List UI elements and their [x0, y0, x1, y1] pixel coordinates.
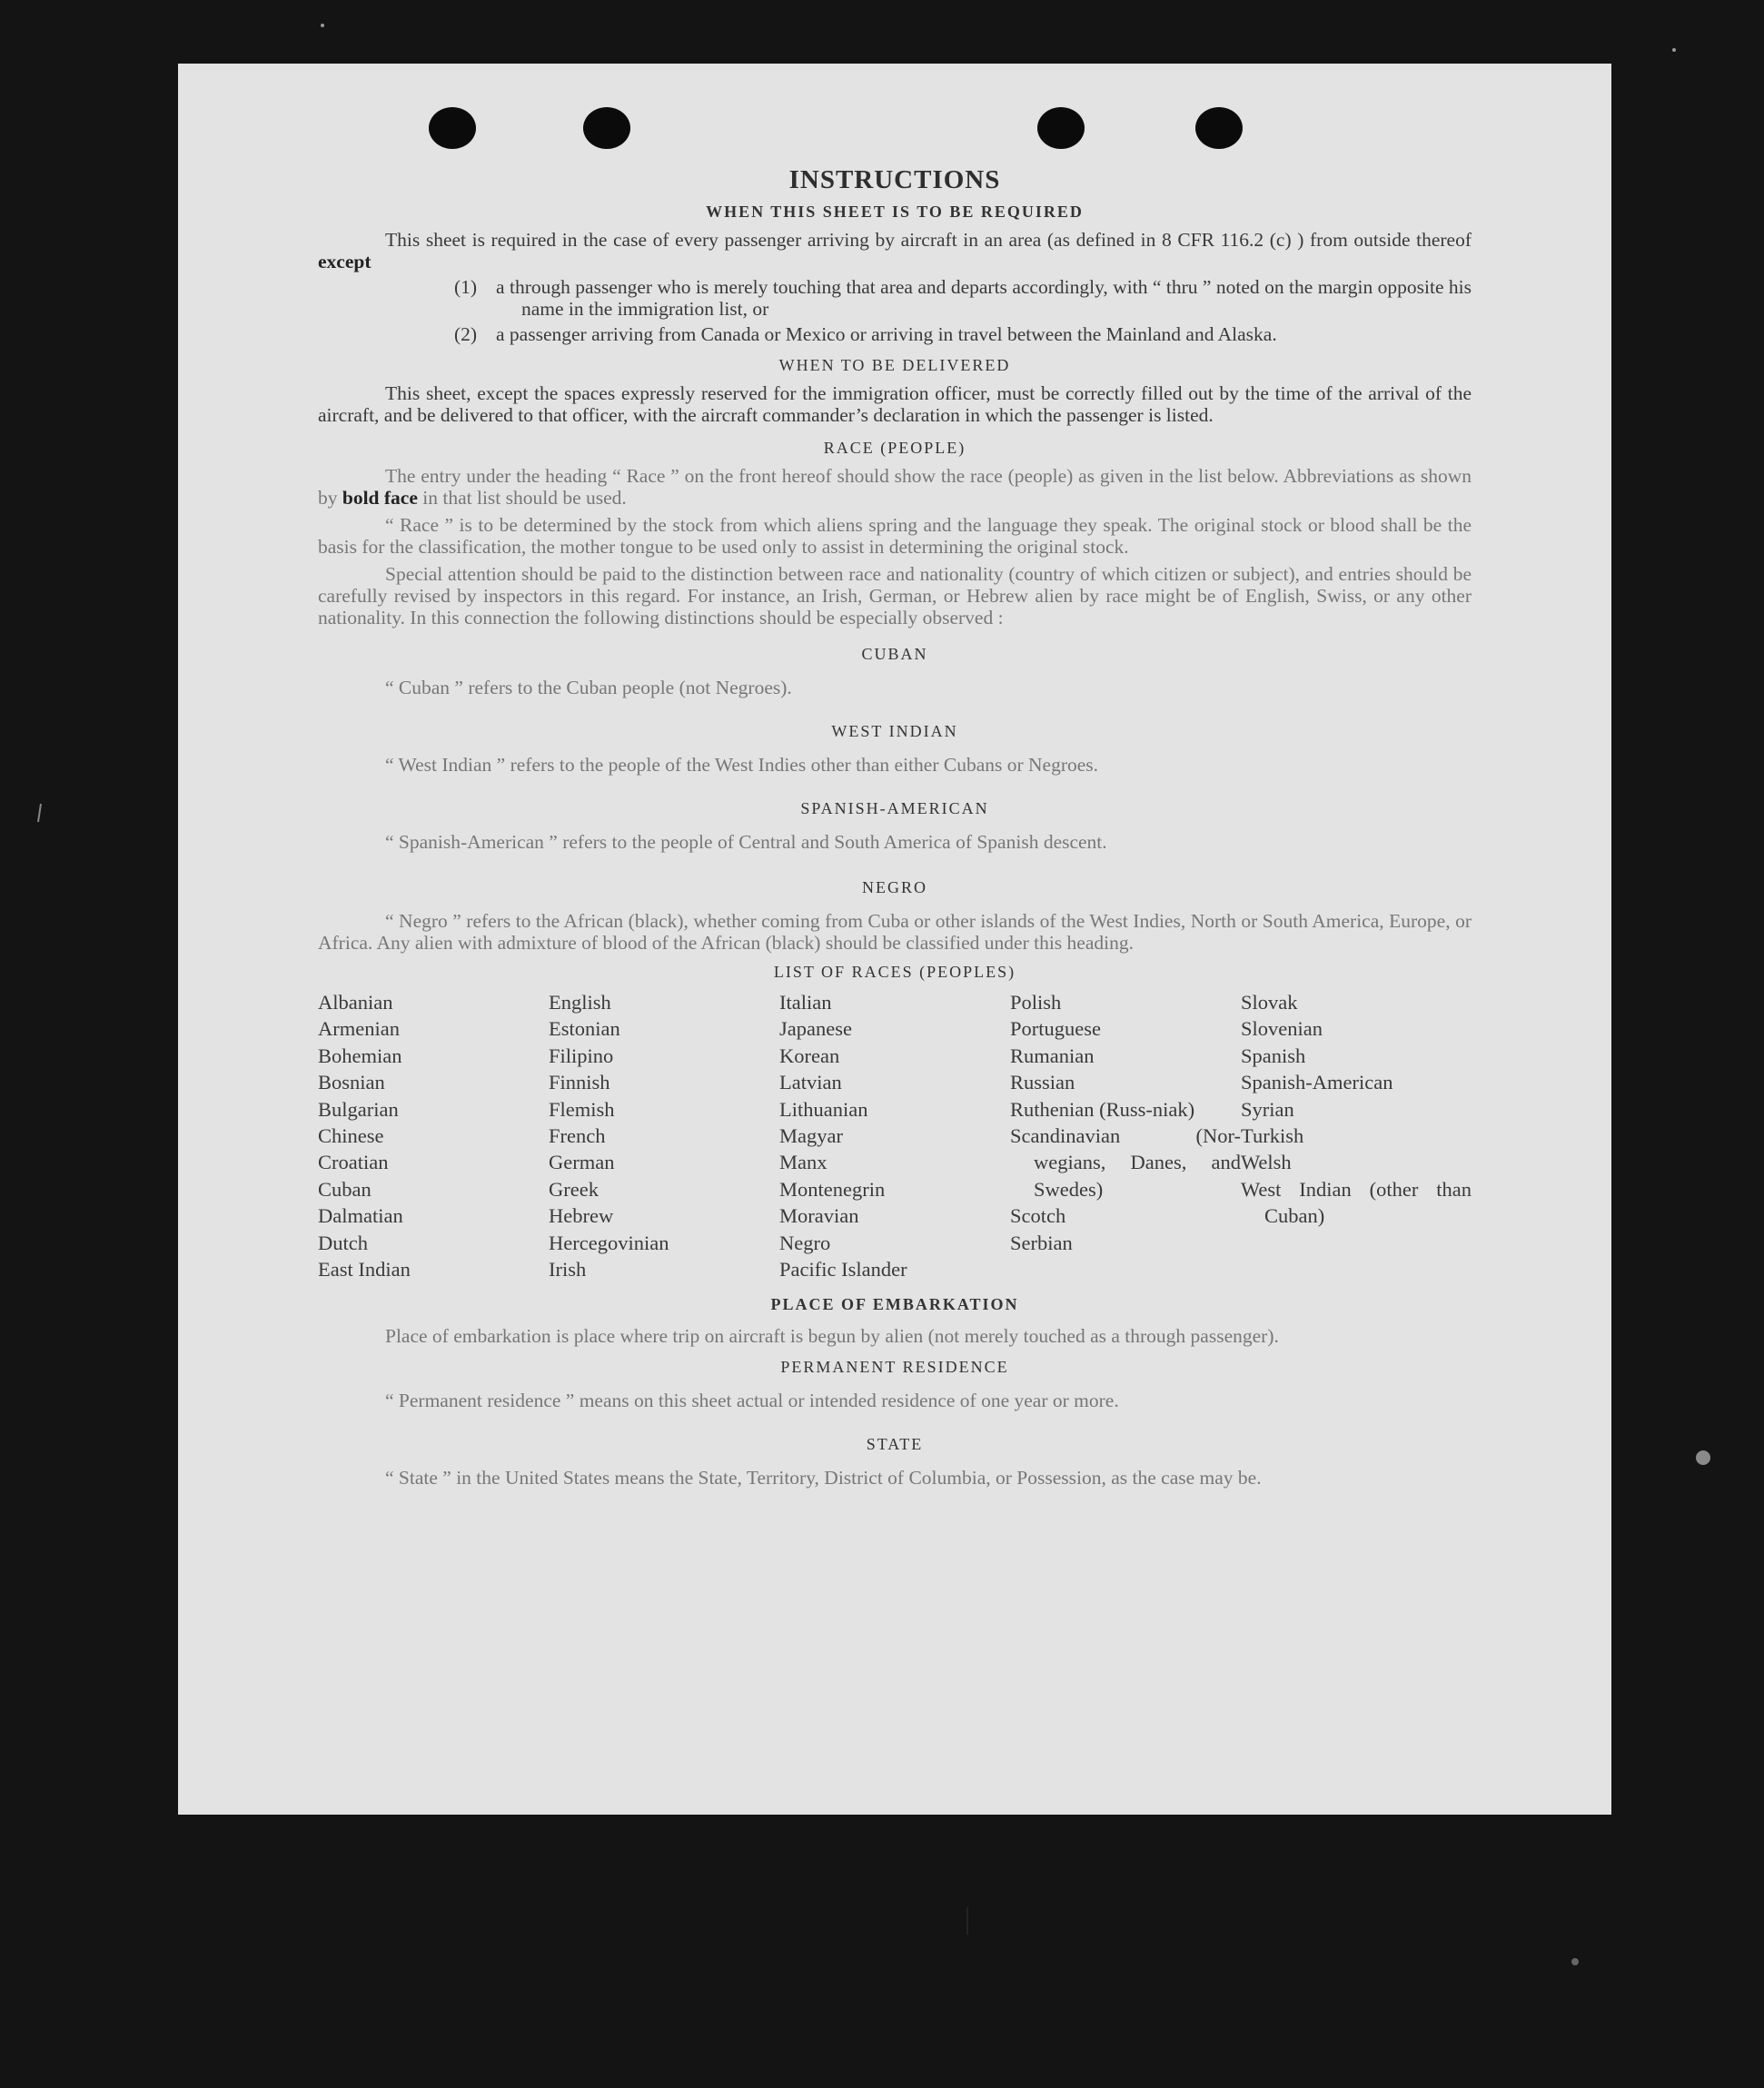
required-paragraph	[318, 229, 1472, 272]
punch-hole	[1037, 107, 1085, 149]
race-text: The entry under the heading “ Race ” on the front hereof should show the race (people) as given in the list below. Abbreviations as shown by	[318, 465, 1472, 509]
cuban-paragraph: “ Cuban ” refers to the Cuban people (not Negroes).	[385, 677, 792, 698]
negro-paragraph: “ Negro ” refers to the African (black), whether coming from Cuba or other islands of the West Indies, North or South America, Europe, or Africa. Any alien with admixture of blood of the African (black) should be classified under this heading.	[318, 910, 1472, 954]
race-item: Hercegovinian	[549, 1231, 669, 1254]
exception-item-1	[318, 276, 1472, 320]
section-heading-embarkation: PLACE OF EMBARKATION	[770, 1295, 1019, 1314]
section-heading-race: RACE (PEOPLE)	[823, 439, 966, 457]
punch-hole	[1195, 107, 1243, 149]
race-item: Dutch	[318, 1231, 368, 1254]
race-item: Polish	[1010, 991, 1062, 1014]
section-heading-state: STATE	[866, 1435, 924, 1454]
race-item: Rumanian	[1010, 1044, 1095, 1067]
race-item: German	[549, 1151, 615, 1174]
section-heading-negro: NEGRO	[862, 878, 927, 896]
race-item: Montenegrin	[779, 1177, 886, 1201]
race-item: Manx	[779, 1151, 827, 1174]
race-item: Welsh	[1241, 1151, 1292, 1174]
item-text: a through passenger who is merely touching that area and departs accordingly, with “ thru ” noted on the margin opposite his name in the immigration list, or	[496, 276, 1472, 320]
race-item: Armenian	[318, 1017, 400, 1041]
race-item: Slovak	[1241, 991, 1298, 1014]
race-item: Latvian	[779, 1071, 842, 1094]
section-heading-residence: PERMANENT RESIDENCE	[780, 1358, 1009, 1377]
document-title: INSTRUCTIONS	[788, 165, 1001, 194]
section-heading-delivered: WHEN TO BE DELIVERED	[778, 356, 1011, 374]
race-item: Ruthenian (Russ-niak)	[1010, 1097, 1195, 1121]
item-number: (1)	[454, 276, 478, 298]
race-item: Estonian	[549, 1017, 620, 1041]
race-item: Moravian	[779, 1204, 859, 1228]
state-paragraph: “ State ” in the United States means the State, Territory, District of Columbia, or Possession, as the case may be.	[385, 1467, 1262, 1489]
bold-face-term: bold face	[342, 487, 418, 509]
race-item: Irish	[549, 1258, 587, 1281]
embarkation-paragraph: Place of embarkation is place where trip on aircraft is begun by alien (not merely touched as a through passenger).	[385, 1325, 1279, 1348]
race-item: Portuguese	[1010, 1017, 1101, 1041]
race-item: Filipino	[549, 1044, 614, 1067]
race-item: Hebrew	[549, 1204, 614, 1228]
race-item: English	[549, 991, 611, 1014]
race-item: Italian	[779, 991, 832, 1014]
races-column-5	[1241, 989, 1472, 1282]
race-text: in that list should be used.	[422, 487, 627, 509]
race-item: Slovenian	[1241, 1017, 1323, 1041]
spanish-american-paragraph: “ Spanish-American ” refers to the people of Central and South America of Spanish descent.	[385, 831, 1107, 853]
punch-hole	[429, 107, 476, 149]
race-paragraph-2: “ Race ” is to be determined by the stock from which aliens spring and the language they speak. The original stock or blood shall be the basis for the classification, the mother tongue to be used only to assist in determining the original stock.	[318, 514, 1472, 558]
race-item: West Indian (other than Cuban)	[1241, 1177, 1472, 1228]
race-item: East Indian	[318, 1258, 411, 1281]
section-heading-west-indian: WEST INDIAN	[831, 722, 958, 740]
race-item: Croatian	[318, 1151, 389, 1174]
races-column-1	[318, 989, 549, 1282]
west-indian-paragraph: “ West Indian ” refers to the people of the West Indies other than either Cubans or Negroes.	[385, 754, 1099, 776]
race-item: Finnish	[549, 1071, 610, 1094]
instruction-sheet	[178, 64, 1611, 1815]
race-item: Dalmatian	[318, 1204, 403, 1228]
race-item: Cuban	[318, 1177, 372, 1201]
race-paragraph-3: Special attention should be paid to the distinction between race and nationality (country of which citizen or subject), and entries should be carefully revised by inspectors in this regard. For instance, an Irish, German, or Hebrew alien by race might be of English, Swiss, or any other nationality. In this connection the following distinctions should be especially observed :	[318, 563, 1472, 628]
race-item: Bohemian	[318, 1044, 402, 1067]
races-column-2	[549, 989, 779, 1282]
race-item: Turkish	[1241, 1124, 1304, 1148]
race-item: Spanish-American	[1241, 1071, 1393, 1094]
race-item: Pacific Islander	[779, 1258, 907, 1281]
race-item: Albanian	[318, 991, 393, 1014]
punch-hole	[583, 107, 630, 149]
section-heading-spanish-american: SPANISH-AMERICAN	[800, 799, 989, 817]
item-text: a passenger arriving from Canada or Mexico or arriving in travel between the Mainland and Alaska.	[496, 323, 1277, 345]
race-item: Bosnian	[318, 1071, 385, 1094]
races-column-4	[1010, 989, 1241, 1282]
section-heading-required: WHEN THIS SHEET IS TO BE REQUIRED	[706, 203, 1084, 221]
item-number: (2)	[454, 323, 478, 345]
race-item: French	[549, 1124, 606, 1148]
residence-paragraph: “ Permanent residence ” means on this sheet actual or intended residence of one year or more.	[385, 1390, 1119, 1412]
race-item: Scandinavian (Nor-wegians, Danes, and Swedes)	[1010, 1124, 1241, 1201]
race-item: Magyar	[779, 1124, 843, 1148]
document-body	[318, 165, 1472, 1489]
section-heading-cuban: CUBAN	[861, 645, 928, 663]
race-item: Flemish	[549, 1097, 615, 1121]
race-item: Syrian	[1241, 1097, 1294, 1121]
race-item: Lithuanian	[779, 1097, 868, 1121]
section-heading-list-of-races: LIST OF RACES (PEOPLES)	[773, 963, 1016, 981]
race-item: Spanish	[1241, 1044, 1306, 1067]
race-paragraph-1	[318, 465, 1472, 509]
delivered-paragraph: This sheet, except the spaces expressly reserved for the immigration officer, must be correctly filled out by the time of the arrival of the aircraft, and be delivered to that officer, with the aircraft commander’s declaration in which the passenger is listed.	[318, 382, 1472, 426]
races-column-3	[779, 989, 1010, 1282]
race-item: Japanese	[779, 1017, 852, 1041]
required-except: except	[318, 251, 372, 272]
race-item: Korean	[779, 1044, 840, 1067]
race-item: Bulgarian	[318, 1097, 399, 1121]
race-item: Serbian	[1010, 1231, 1073, 1254]
required-text: This sheet is required in the case of every passenger arriving by aircraft in an area (as defined in 8 CFR 116.2 (c) ) from outside thereof	[385, 229, 1472, 251]
race-item: Negro	[779, 1231, 831, 1254]
race-item: Scotch	[1010, 1204, 1066, 1228]
race-item: Chinese	[318, 1124, 384, 1148]
race-item: Greek	[549, 1177, 599, 1201]
exception-item-2	[318, 323, 1472, 345]
races-list	[318, 989, 1472, 1282]
race-item: Russian	[1010, 1071, 1075, 1094]
